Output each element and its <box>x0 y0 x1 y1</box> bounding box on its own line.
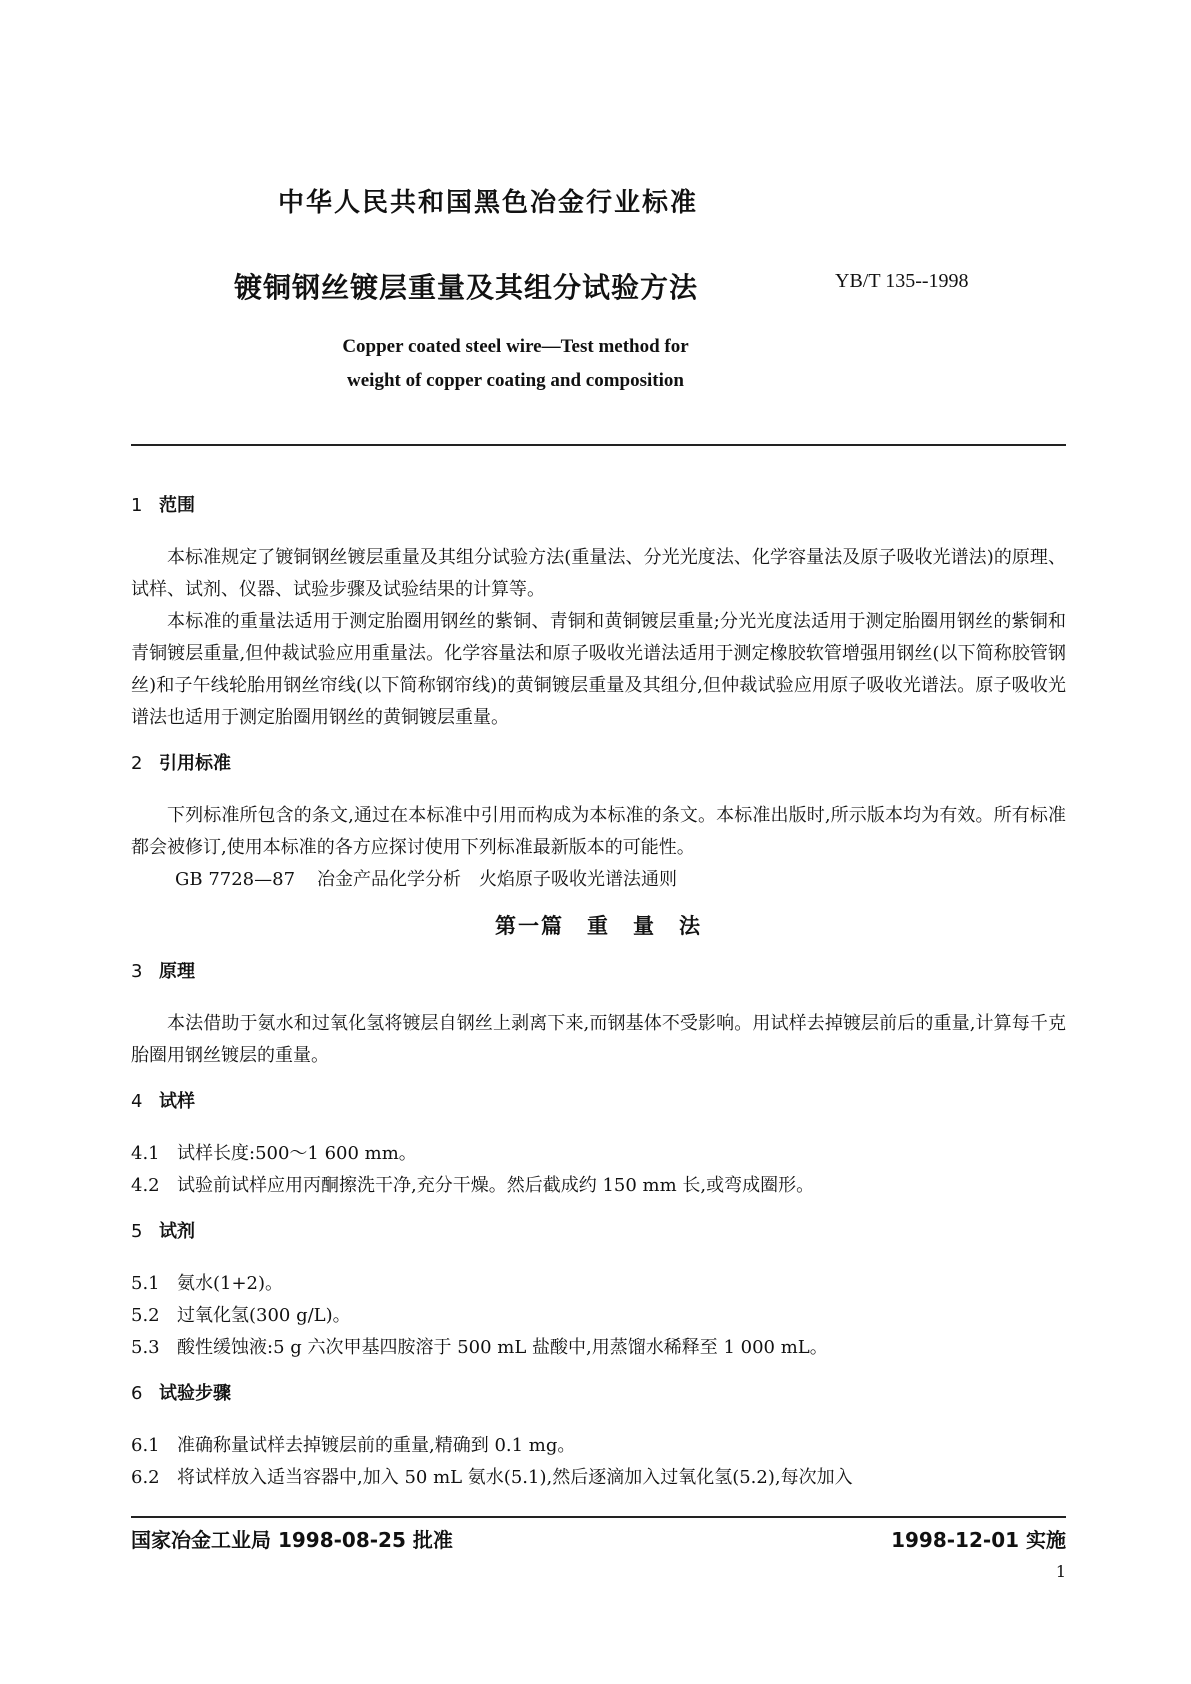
section-6-heading <box>131 1378 1066 1410</box>
referenced-standard <box>131 864 1066 896</box>
section-number: 3 <box>131 961 143 982</box>
clause-5-3 <box>131 1332 1066 1364</box>
clause-text: 试验前试样应用丙酮擦洗干净,充分干燥。然后截成约 150 mm 长,或弯成圈形。 <box>177 1175 815 1196</box>
standard-title-cn: 镀铜钢丝镀层重量及其组分试验方法 <box>234 271 699 304</box>
clause-6-1 <box>131 1430 1066 1462</box>
effective-date: 1998-12-01 实施 <box>891 1528 1066 1552</box>
clause-text: 过氧化氢(300 g/L)。 <box>177 1305 351 1326</box>
standard-code: YB/T 135--1998 <box>835 270 969 292</box>
header-divider <box>131 444 1066 446</box>
section-number: 6 <box>131 1383 143 1404</box>
section-title: 范围 <box>159 495 195 516</box>
approval-date: 国家冶金工业局 1998-08-25 批准 <box>131 1528 453 1552</box>
clause-text: 将试样放入适当容器中,加入 50 mL 氨水(5.1),然后逐滴加入过氧化氢(5.2),每次加入 <box>177 1467 853 1488</box>
clause-text: 氨水(1+2)。 <box>177 1273 284 1294</box>
issuing-body-title: 中华人民共和国黑色冶金行业标准 <box>278 188 699 218</box>
section-number: 1 <box>131 495 143 516</box>
clause-number: 5.1 <box>131 1273 160 1294</box>
section-title: 试验步骤 <box>159 1383 231 1404</box>
section-1-paragraph-1: 本标准规定了镀铜钢丝镀层重量及其组分试验方法(重量法、分光光度法、化学容量法及原子吸收光谱法)的原理、试样、试剂、仪器、试验步骤及试验结果的计算等。 <box>131 547 1066 600</box>
section-number: 4 <box>131 1091 143 1112</box>
section-1-paragraph-2: 本标准的重量法适用于测定胎圈用钢丝的紫铜、青铜和黄铜镀层重量;分光光度法适用于测定胎圈用钢丝的紫铜和青铜镀层重量,但仲裁试验应用重量法。化学容量法和原子吸收光谱法适用于测定橡胶软管增强用钢丝(以下简称胶管钢丝)和子午线轮胎用钢丝帘线(以下简称钢帘线)的黄铜镀层重量及其组分,但仲裁试验应用原子吸收光谱法。原子吸收光谱法也适用于测定胎圈用钢丝的黄铜镀层重量。 <box>131 611 1066 728</box>
clause-text: 酸性缓蚀液:5 g 六次甲基四胺溶于 500 mL 盐酸中,用蒸馏水稀释至 1 000 mL。 <box>177 1337 828 1358</box>
clause-number: 4.1 <box>131 1143 160 1164</box>
section-2-heading <box>131 748 1066 780</box>
section-title: 试剂 <box>159 1221 195 1242</box>
section-5-heading <box>131 1216 1066 1248</box>
section-1-heading <box>131 490 1066 522</box>
section-title: 原理 <box>159 961 195 982</box>
clause-number: 6.2 <box>131 1467 160 1488</box>
clause-4-1 <box>131 1138 1066 1170</box>
clause-4-2 <box>131 1170 1066 1202</box>
reference-name: 冶金产品化学分析 火焰原子吸收光谱法通则 <box>317 869 678 890</box>
section-title: 引用标准 <box>159 753 231 774</box>
part-1-heading: 第一篇 重 量 法 <box>495 914 702 938</box>
reference-code: GB 7728—87 <box>175 869 296 890</box>
clause-number: 5.3 <box>131 1337 160 1358</box>
title-en-line-2: weight of copper coating and composition <box>347 370 684 391</box>
section-4-heading <box>131 1086 1066 1118</box>
section-number: 5 <box>131 1221 143 1242</box>
section-number: 2 <box>131 753 143 774</box>
standard-title-en <box>0 330 1191 398</box>
clause-number: 6.1 <box>131 1435 160 1456</box>
title-en-line-1: Copper coated steel wire—Test method for <box>342 336 689 357</box>
section-2-paragraph-1: 下列标准所包含的条文,通过在本标准中引用而构成为本标准的条文。本标准出版时,所示版本均为有效。所有标准都会被修订,使用本标准的各方应探讨使用下列标准最新版本的可能性。 <box>131 805 1066 858</box>
clause-number: 4.2 <box>131 1175 160 1196</box>
section-3-paragraph-1: 本法借助于氨水和过氧化氢将镀层自钢丝上剥离下来,而钢基体不受影响。用试样去掉镀层前后的重量,计算每千克胎圈用钢丝镀层的重量。 <box>131 1013 1066 1066</box>
clause-5-2 <box>131 1300 1066 1332</box>
clause-6-2 <box>131 1462 1066 1494</box>
clause-number: 5.2 <box>131 1305 160 1326</box>
clause-5-1 <box>131 1268 1066 1300</box>
body-content <box>131 490 1066 1494</box>
section-3-heading <box>131 956 1066 988</box>
clause-text: 试样长度:500～1 600 mm。 <box>177 1143 417 1164</box>
page-number: 1 <box>1055 1562 1066 1581</box>
section-title: 试样 <box>159 1091 195 1112</box>
footer-divider <box>131 1516 1066 1518</box>
clause-text: 准确称量试样去掉镀层前的重量,精确到 0.1 mg。 <box>177 1435 576 1456</box>
